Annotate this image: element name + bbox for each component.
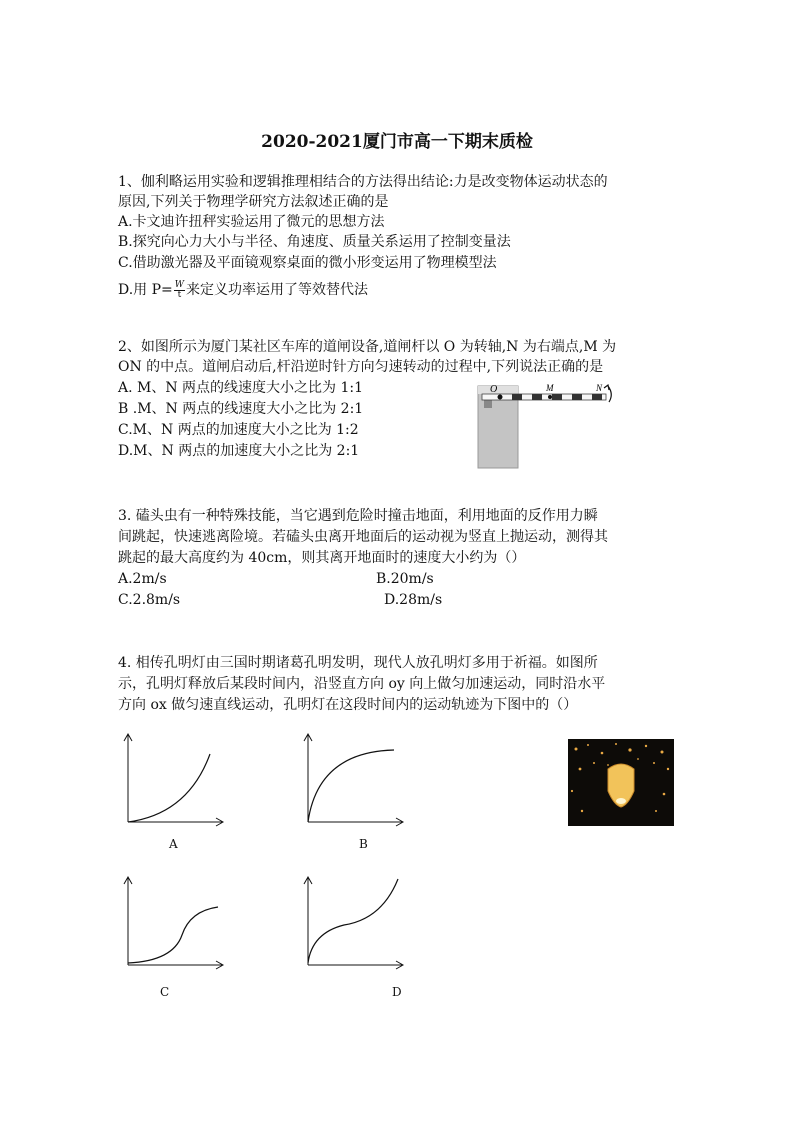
q2-option-b: B .M、N 两点的线速度大小之比为 2:1 (118, 401, 364, 417)
q4-stem-line-3: 方向 ox 做匀速直线运动，孔明灯在这段时间内的运动轨迹为下图中的（） (118, 697, 578, 713)
graph-b (298, 732, 408, 827)
q2-option-d: D.M、N 两点的加速度大小之比为 2:1 (118, 443, 360, 459)
q3-stem-line-3: 跳起的最大高度约为 40cm，则其离开地面时的速度大小约为（） (118, 550, 526, 566)
graph-c-label: C (160, 985, 170, 999)
midpoint-m (548, 395, 552, 399)
q2-stem-line-1: 2、如图所示为厦门某社区车库的道闸设备,道闸杆以 O 为转轴,N 为右端点,M 为 (118, 339, 617, 355)
rotation-arrowhead-icon (604, 385, 609, 390)
graph-c (118, 875, 228, 970)
page-title: 2020-2021厦门市高一下期末质检 (261, 132, 533, 152)
q1-option-b: B.探究向心力大小与半径、角速度、质量关系运用了控制变量法 (118, 234, 511, 250)
graph-b-label: B (359, 837, 368, 851)
gate-post-top (478, 386, 518, 394)
barrier-gate-figure (476, 380, 616, 470)
q1-option-d (118, 280, 368, 300)
trajectory-curve (128, 907, 218, 963)
lantern-flame (616, 798, 626, 804)
q2-stem-line-2: ON 的中点。道闸启动后,杆沿逆时针方向匀速转动的过程中,下列说法正确的是 (118, 359, 604, 375)
q1-option-d-suffix: 来定义功率运用了等效替代法 (186, 282, 369, 298)
q1-option-d-prefix: D.用 P= (118, 282, 173, 298)
q1-option-c: C.借助激光器及平面镜观察桌面的微小形变运用了物理模型法 (118, 255, 497, 271)
label-o: O (490, 384, 498, 395)
q1-stem-line-2: 原因,下列关于物理学研究方法叙述正确的是 (118, 194, 389, 210)
q3-option-a: A.2m/s (118, 571, 167, 587)
q2-option-a: A. M、N 两点的线速度大小之比为 1:1 (118, 380, 364, 396)
q1-option-a: A.卡文迪许扭秤实验运用了微元的思想方法 (118, 214, 385, 230)
pivot-point-o (498, 395, 503, 400)
trajectory-curve (308, 750, 394, 822)
graph-a-label: A (169, 837, 178, 851)
q4-stem-line-1: 4. 相传孔明灯由三国时期诸葛孔明发明，现代人放孔明灯多用于祈福。如图所 (118, 655, 598, 671)
sky-lantern-photo (568, 739, 674, 826)
q3-option-b: B.20m/s (376, 571, 434, 587)
graph-a (118, 732, 228, 827)
label-m: M (546, 383, 554, 393)
q3-stem-line-1: 3. 磕头虫有一种特殊技能，当它遇到危险时撞击地面，利用地面的反作用力瞬 (118, 508, 598, 524)
power-fraction (174, 281, 185, 300)
q4-stem-line-2: 示，孔明灯释放后某段时间内，沿竖直方向 oy 向上做匀加速运动，同时沿水平 (118, 676, 606, 692)
trajectory-curve (308, 879, 398, 963)
trajectory-curve (128, 754, 210, 822)
fraction-numerator: W (174, 279, 185, 290)
q3-option-d: D.28m/s (384, 592, 443, 608)
label-n: N (596, 383, 603, 393)
q3-stem-line-2: 间跳起，快速逃离险境。若磕头虫离开地面后的运动视为竖直上抛运动，测得其 (118, 529, 608, 545)
q1-stem-line-1: 1、伽利略运用实验和逻辑推理相结合的方法得出结论:力是改变物体运动状态的 (118, 174, 608, 190)
graph-d (298, 875, 408, 970)
fraction-denominator: t (177, 289, 182, 300)
q3-option-c: C.2.8m/s (118, 592, 181, 608)
graph-d-label: D (392, 985, 402, 999)
q2-option-c: C.M、N 两点的加速度大小之比为 1:2 (118, 422, 359, 438)
